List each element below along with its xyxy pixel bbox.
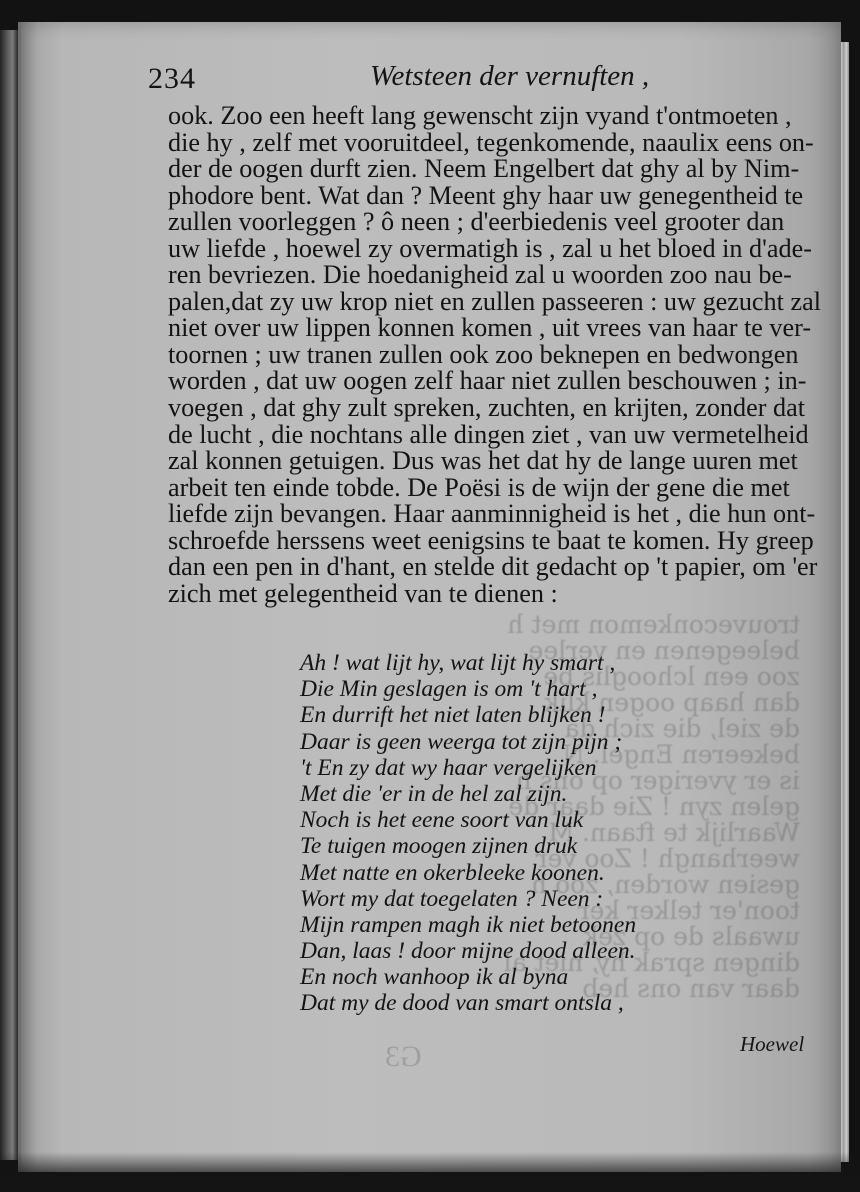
prose-line: niet over uw lippen konnen komen , uit vrees van haar te ver- [168,313,812,343]
prose-line: toornen ; uw tranen zullen ook zoo beknepen en bedwongen [168,339,799,369]
verse-line: Daar is geen weerga tot zijn pijn ; [300,728,623,755]
verse-line: En noch wanhoop ik al byna [300,964,569,991]
verse-line: Dan, laas ! door mijne dood alleen. [300,938,636,965]
prose-line: arbeit ten einde tobde. De Poësi is de wijn der gene die met [168,472,790,502]
prose-line: uw liefde , hoewel zy overmatigh is , zal u het bloed in d'ade- [168,233,812,263]
prose-line: schroefde herssens weet eenigsins te baat te komen. Hy greep [168,525,814,555]
prose-line: voegen , dat ghy zult spreken, zuchten, en krijten, zonder dat [168,393,806,423]
verse-line: 't En zy dat wy haar vergelijken [300,754,597,781]
show-through-text: trouveconkemon met h beleegenen en verlee zoo een lchooglis be dan haap oogen klik de ziel, die zich da bekeeren Engel. N is er yveriger op ons h gelen zyn ! Zie daar de Waarlijk te ftaan. M weerhangh ! Zoo ver gesien worden, zoo h toon'er telker ker uwaals de op zek dingen sprak hy, niet al daar van ons heb [503,610,800,1003]
prose-line: phodore bent. Wat dan ? Meent ghy haar uw genegentheid te [168,180,804,210]
page-header [148,60,788,100]
prose-line: dan een pen in d'hant, en stelde dit gedacht op 't papier, om 'er [168,552,818,582]
show-through-signature: G3 [385,1040,422,1073]
verse-line: En durrift het niet laten blijken ! [300,702,606,729]
prose-line: ook. Zoo een heeft lang gewenscht zijn vyand t'ontmoeten , [168,101,792,130]
page-stack-edge [841,42,849,1162]
prose-line: palen,dat zy uw krop niet en zullen passeeren : uw gezucht zal [168,286,821,316]
verse-line: Wort my dat toegelaten ? Neen : [300,885,604,912]
catchword: Hoewel [740,1032,805,1056]
prose-line: zullen voorleggen ? ô neen ; d'eerbiedenis veel grooter dan [168,207,785,237]
verse-line: Mijn rampen magh ik niet betoonen [300,911,637,938]
verse-line: Met natte en okerbleeke koonen. [300,859,605,886]
verse-line: Noch is het eene soort van luk [300,807,584,834]
prose-line: zich met gelegentheid van te dienen : [168,578,558,608]
prose-line: die hy , zelf met vooruitdeel, tegenkomende, naaulix eens on- [168,127,814,157]
bottom-shadow [0,1152,860,1192]
verse-line: Met die 'er in de hel zal zijn. [300,780,568,807]
book-spine-edge [0,30,18,1160]
verse-line: Die Min geslagen is om 't hart , [300,676,598,703]
running-title: Wetsteen der vernuften , [370,60,650,92]
verse-line: Ah ! wat lijt hy, wat lijt hy smart , [300,650,616,676]
verse-block [300,650,636,1017]
prose-block [168,101,821,608]
prose-line: de lucht , die nochtans alle dingen ziet , van uw vermetelheid [168,419,809,449]
prose-line: worden , dat uw oogen zelf haar niet zullen beschouwen ; in- [168,366,807,396]
prose-line: zal konnen getuigen. Dus was het dat hy de lange uuren met [168,446,798,476]
prose-line: ren bevriezen. Die hoedanigheid zal u woorden zoo nau be- [168,260,792,290]
verse-line: Te tuigen moogen zijnen druk [300,833,578,860]
prose-line: der de oogen durft zien. Neem Engelbert dat ghy al by Nim- [168,154,800,184]
verse-line: Dat my de dood van smart ontsla , [300,990,624,1017]
prose-line: liefde zijn bevangen. Haar aanminnigheid is het , die hun ont- [168,499,816,529]
page-number: 234 [148,62,196,95]
